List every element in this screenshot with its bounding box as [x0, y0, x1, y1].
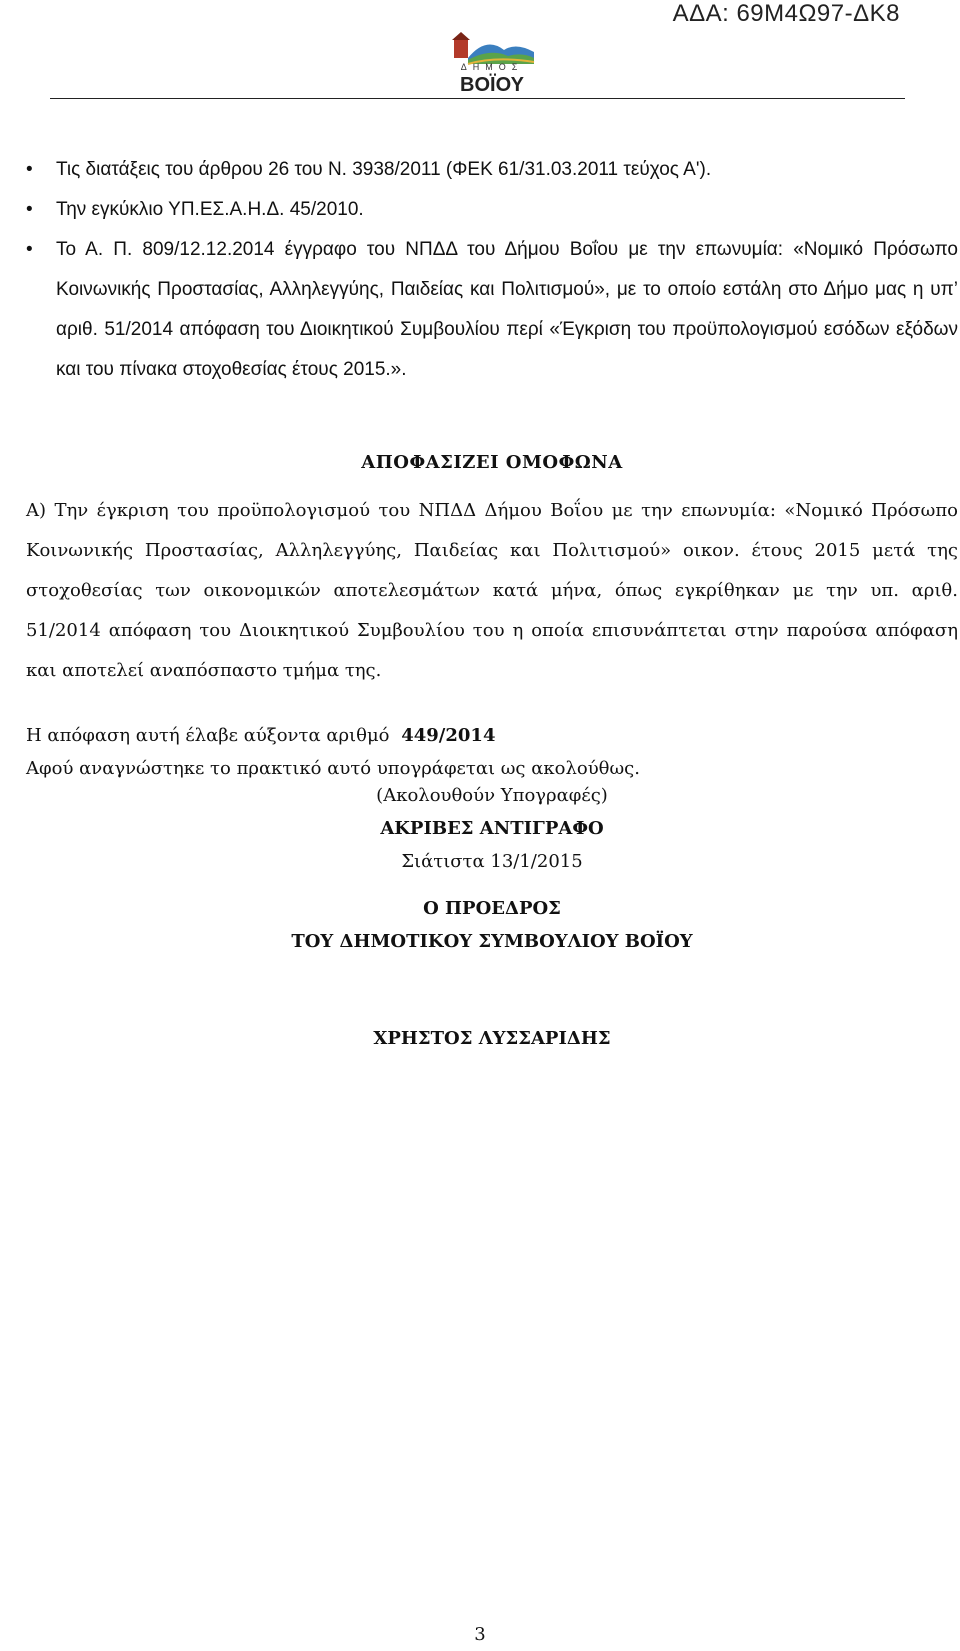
logo-small-text: ΔΗΜΟΣ: [460, 62, 524, 72]
signatory-council: ΤΟΥ ΔΗΜΟΤΙΚΟΥ ΣΥΜΒΟΥΛΙΟΥ ΒΟΪΟΥ: [291, 931, 693, 952]
closing-line: Αφού αναγνώστηκε το πρακτικό αυτό υπογράφεται ως ακολούθως.: [26, 758, 640, 779]
decision-number-label: Η απόφαση αυτή έλαβε αύξοντα αριθμό: [26, 725, 390, 746]
signatures-follow: (Ακολουθούν Υπογραφές): [376, 785, 608, 806]
ada-code: ΑΔΑ: 69Μ4Ω97-ΔΚ8: [672, 0, 900, 27]
signatory-name: ΧΡΗΣΤΟΣ ΛΥΣΣΑΡΙΔΗΣ: [373, 1028, 611, 1049]
signatory-role: Ο ΠΡΟΕΔΡΟΣ: [423, 898, 561, 919]
logo-text: ΒΟΪΟΥ: [460, 74, 524, 96]
page-number: 3: [474, 1624, 486, 1645]
bullet-item: • Την εγκύκλιο ΥΠ.ΕΣ.Α.Η.Δ. 45/2010.: [26, 190, 958, 230]
place-date: Σιάτιστα 13/1/2015: [401, 851, 583, 872]
bullet-item: • Το Α. Π. 809/12.12.2014 έγγραφο του ΝΠΔΔ του Δήμου Βοΐου με την επωνυμία: «Νομικό Πρόσωπο Κοινωνικής Προστασίας, Αλληλεγγύης, Παιδείας και Πολιτισμού», με το οποίο εστάλη στο Δήμο μας η υπ’ αριθ. 51/2014 απόφαση του Διοικητικού Συμβουλίου περί «Έγκριση του προϋπολογισμού εσόδων εξόδων και του πίνακα στοχοθεσίας έτους 2015.».: [26, 230, 958, 390]
exact-copy-label: ΑΚΡΙΒΕΣ ΑΝΤΙΓΡΑΦΟ: [380, 818, 604, 839]
decision-heading: ΑΠΟΦΑΣΙΖΕΙ ΟΜΟΦΩΝΑ: [361, 452, 623, 473]
bullet-item: • Τις διατάξεις του άρθρου 26 του Ν. 3938/2011 (ΦΕΚ 61/31.03.2011 τεύχος Α').: [26, 150, 958, 190]
decision-number-value: 449/2014: [401, 725, 496, 746]
document-body: [26, 150, 958, 1055]
signature-block: [26, 779, 958, 1055]
header-divider: [50, 98, 905, 99]
decision-paragraph: Α) Την έγκριση του προϋπολογισμού του ΝΠΔΔ Δήμου Βοΐου με την επωνυμία: «Νομικό Πρόσωπο Κοινωνικής Προστασίας, Αλληλεγγύης, Παιδείας και Πολιτισμού» οικον. έτους 2015 μετά της στοχοθεσίας των οικονομικών αποτελεσμάτων κατά μήνα, όπως εγκρίθηκαν με την υπ. αριθ. 51/2014 απόφαση του Διοικητικού Συμβουλίου του η οποία επισυνάπτεται στην παρούσα απόφαση και αποτελεί αναπόσπαστο τμήμα της.: [26, 500, 958, 681]
decision-number-line: [26, 725, 958, 746]
